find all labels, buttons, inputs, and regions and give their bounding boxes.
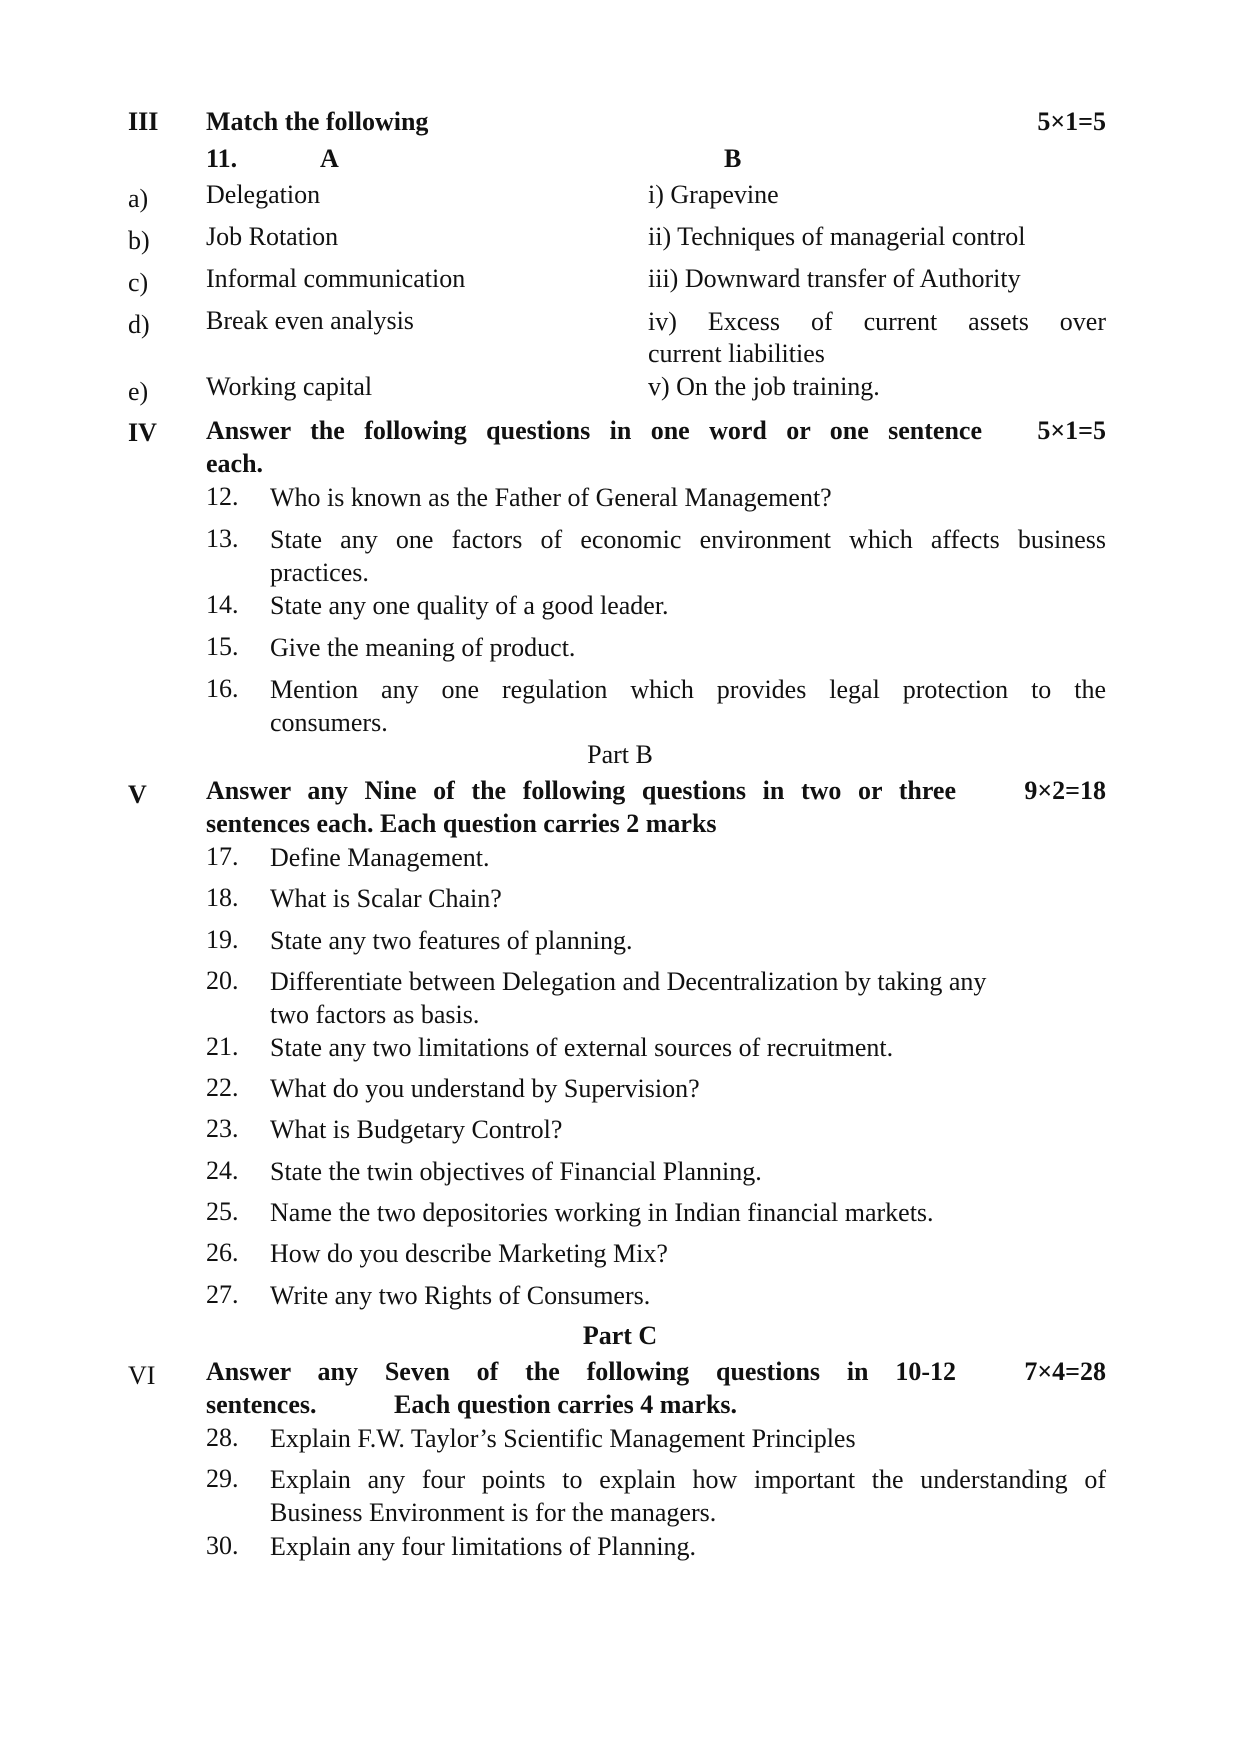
column-b-header: B bbox=[724, 144, 742, 173]
question-text: State any two limitations of external sources of recruitment. bbox=[270, 1033, 894, 1062]
match-item-b: i) Grapevine bbox=[648, 180, 779, 209]
question-number: 30. bbox=[206, 1531, 239, 1560]
section-title: Match the following bbox=[206, 107, 429, 136]
question-text: Who is known as the Father of General Management? bbox=[270, 483, 832, 512]
question-number: 14. bbox=[206, 590, 239, 619]
question-text: What do you understand by Supervision? bbox=[270, 1074, 700, 1103]
question-text-line2: practices. bbox=[270, 558, 369, 587]
section-marks: 5×1=5 bbox=[1037, 107, 1106, 136]
question-text: State any one quality of a good leader. bbox=[270, 591, 669, 620]
question-number: 24. bbox=[206, 1156, 239, 1185]
section-marks: 9×2=18 bbox=[1024, 776, 1106, 805]
question-text: What is Scalar Chain? bbox=[270, 884, 502, 913]
question-text: Give the meaning of product. bbox=[270, 633, 576, 662]
match-item-a: Job Rotation bbox=[206, 222, 339, 251]
question-text: How do you describe Marketing Mix? bbox=[270, 1239, 668, 1268]
question-number: 29. bbox=[206, 1464, 239, 1493]
match-item-b: v) On the job training. bbox=[648, 372, 880, 401]
question-number: 23. bbox=[206, 1114, 239, 1143]
section-title-line2b: Each question carries 4 marks. bbox=[394, 1390, 738, 1419]
question-number: 28. bbox=[206, 1423, 239, 1452]
question-number: 27. bbox=[206, 1280, 239, 1309]
match-item-a: Delegation bbox=[206, 180, 321, 209]
question-text: What is Budgetary Control? bbox=[270, 1115, 563, 1144]
column-a-header: A bbox=[320, 144, 339, 173]
section-marks: 7×4=28 bbox=[1024, 1357, 1106, 1386]
question-text-line1: State any one factors of economic environment which affects business bbox=[270, 525, 1106, 554]
question-text: State the twin objectives of Financial Planning. bbox=[270, 1157, 762, 1186]
question-number: 15. bbox=[206, 632, 239, 661]
question-text-line2: consumers. bbox=[270, 708, 388, 737]
match-letter: b) bbox=[128, 226, 150, 255]
section-marks: 5×1=5 bbox=[1037, 416, 1106, 445]
match-letter: c) bbox=[128, 268, 149, 297]
question-number: 16. bbox=[206, 674, 239, 703]
question-text: State any two features of planning. bbox=[270, 926, 633, 955]
question-number: 17. bbox=[206, 842, 239, 871]
question-number: 20. bbox=[206, 966, 239, 995]
section-title-line1: Answer any Seven of the following questions in 10-12 bbox=[206, 1357, 956, 1386]
question-text-line1: Mention any one regulation which provides legal protection to the bbox=[270, 675, 1106, 704]
section-numeral: III bbox=[128, 107, 159, 136]
question-text: Explain any four limitations of Planning. bbox=[270, 1532, 697, 1561]
question-number: 22. bbox=[206, 1073, 239, 1102]
question-number: 18. bbox=[206, 883, 239, 912]
question-number: 19. bbox=[206, 925, 239, 954]
question-number: 11. bbox=[206, 144, 238, 173]
part-heading: Part C bbox=[582, 1321, 658, 1350]
match-item-a: Break even analysis bbox=[206, 306, 414, 335]
question-text: Define Management. bbox=[270, 843, 490, 872]
match-item-b: ii) Techniques of managerial control bbox=[648, 222, 1026, 251]
match-letter: d) bbox=[128, 310, 150, 339]
question-number: 21. bbox=[206, 1032, 239, 1061]
section-numeral: VI bbox=[128, 1361, 156, 1390]
match-item-b-line1: iv) Excess of current assets over bbox=[648, 307, 1106, 336]
question-text-line2: two factors as basis. bbox=[270, 1000, 480, 1029]
section-title-line1: Answer the following questions in one word or one sentence bbox=[206, 416, 982, 445]
section-title-line2: sentences each. Each question carries 2 marks bbox=[206, 809, 717, 838]
question-number: 26. bbox=[206, 1238, 239, 1267]
question-number: 12. bbox=[206, 482, 239, 511]
question-text: Name the two depositories working in Indian financial markets. bbox=[270, 1198, 934, 1227]
match-item-b-line2: current liabilities bbox=[648, 339, 825, 368]
part-heading: Part B bbox=[587, 740, 653, 769]
match-item-b: iii) Downward transfer of Authority bbox=[648, 264, 1021, 293]
section-numeral: IV bbox=[128, 418, 157, 447]
question-text-line2: Business Environment is for the managers. bbox=[270, 1498, 717, 1527]
section-title-line2a: sentences. bbox=[206, 1390, 317, 1419]
question-text-line1: Differentiate between Delegation and Decentralization by taking any bbox=[270, 967, 987, 996]
match-item-a: Informal communication bbox=[206, 264, 466, 293]
match-letter: e) bbox=[128, 377, 149, 406]
section-title-line1: Answer any Nine of the following questions in two or three bbox=[206, 776, 956, 805]
match-letter: a) bbox=[128, 184, 149, 213]
question-number: 25. bbox=[206, 1197, 239, 1226]
section-numeral: V bbox=[128, 780, 147, 809]
question-text: Explain F.W. Taylor’s Scientific Management Principles bbox=[270, 1424, 856, 1453]
question-text-line1: Explain any four points to explain how important the understanding of bbox=[270, 1465, 1106, 1494]
match-item-a: Working capital bbox=[206, 372, 373, 401]
question-text: Write any two Rights of Consumers. bbox=[270, 1281, 651, 1310]
question-number: 13. bbox=[206, 524, 239, 553]
section-title-line2: each. bbox=[206, 449, 264, 478]
